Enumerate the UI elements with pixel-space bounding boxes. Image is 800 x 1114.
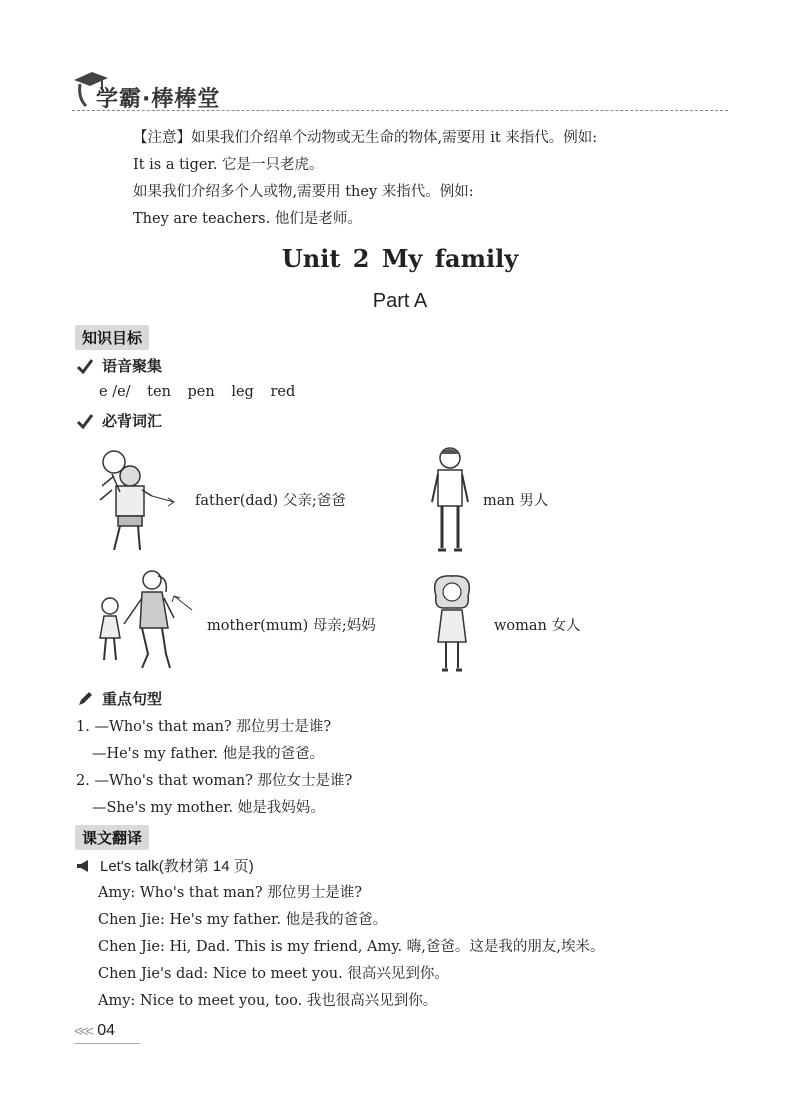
sentence-heading-text: 重点句型	[102, 690, 163, 708]
vocab-heading	[76, 410, 162, 431]
vocab-mother: mother(mum) 母亲;妈妈	[207, 618, 376, 634]
megaphone-icon	[76, 858, 92, 874]
phonics-word: leg	[231, 384, 254, 400]
note-line-2: It is a tiger. 它是一只老虎。	[133, 157, 324, 173]
check-icon	[76, 412, 94, 430]
translation-badge: 课文翻译	[75, 825, 149, 850]
father-child-illustration	[92, 446, 182, 554]
phonics-word: red	[270, 384, 296, 400]
knowledge-badge: 知识目标	[75, 325, 149, 350]
phonics-heading	[76, 355, 162, 376]
sentence-line: —She's my mother. 她是我妈妈。	[92, 800, 325, 816]
vocab-heading-text: 必背词汇	[102, 412, 163, 430]
vocab-woman: woman 女人	[494, 618, 581, 634]
woman-illustration	[428, 572, 476, 676]
dialogue-line: Chen Jie: Hi, Dad. This is my friend, Amy. 嗨,爸爸。这是我的朋友,埃米。	[98, 939, 605, 955]
dialogue-line: Chen Jie: He's my father. 他是我的爸爸。	[98, 912, 388, 928]
page-number-value: 04	[97, 1022, 116, 1039]
note-line-4: They are teachers. 他们是老师。	[133, 211, 362, 227]
page-number	[74, 1022, 115, 1040]
page-number-rule	[74, 1043, 140, 1044]
phonics-heading-text: 语音聚集	[102, 357, 163, 375]
talk-title: Let's talk(教材第 14 页)	[100, 858, 254, 875]
talk-heading	[76, 855, 254, 876]
dialogue-line: Amy: Nice to meet you, too. 我也很高兴见到你。	[98, 993, 438, 1009]
unit-title: Unit 2 My family	[281, 244, 519, 273]
phonics-word: ten	[147, 384, 171, 400]
sentence-heading	[76, 688, 162, 709]
check-icon	[76, 357, 94, 375]
phonics-word: pen	[187, 384, 215, 400]
page-arrows-icon: <<<	[74, 1022, 92, 1040]
vocab-father: father(dad) 父亲;爸爸	[195, 493, 346, 509]
brand-title: 学霸·棒棒堂	[96, 87, 221, 112]
sentence-line: 2. —Who's that woman? 那位女士是谁?	[76, 773, 353, 789]
part-title: Part A	[372, 290, 428, 312]
dialogue-line: Amy: Who's that man? 那位男士是谁?	[98, 885, 363, 901]
vocab-man: man 男人	[483, 493, 549, 509]
phonics-line	[99, 384, 307, 400]
dialogue-line: Chen Jie's dad: Nice to meet you. 很高兴见到你。	[98, 966, 449, 982]
sentence-line: —He's my father. 他是我的爸爸。	[92, 746, 325, 762]
phonics-sound: e /e/	[99, 384, 131, 400]
man-illustration	[428, 444, 472, 554]
mother-child-illustration	[96, 568, 200, 672]
pencil-icon	[76, 690, 94, 708]
sentence-line: 1. —Who's that man? 那位男士是谁?	[76, 719, 332, 735]
note-line-3: 如果我们介绍多个人或物,需要用 they 来指代。例如:	[133, 184, 474, 200]
page-header	[72, 68, 732, 112]
header-divider	[72, 110, 728, 111]
note-line-1: 【注意】如果我们介绍单个动物或无生命的物体,需要用 it 来指代。例如:	[133, 130, 598, 146]
